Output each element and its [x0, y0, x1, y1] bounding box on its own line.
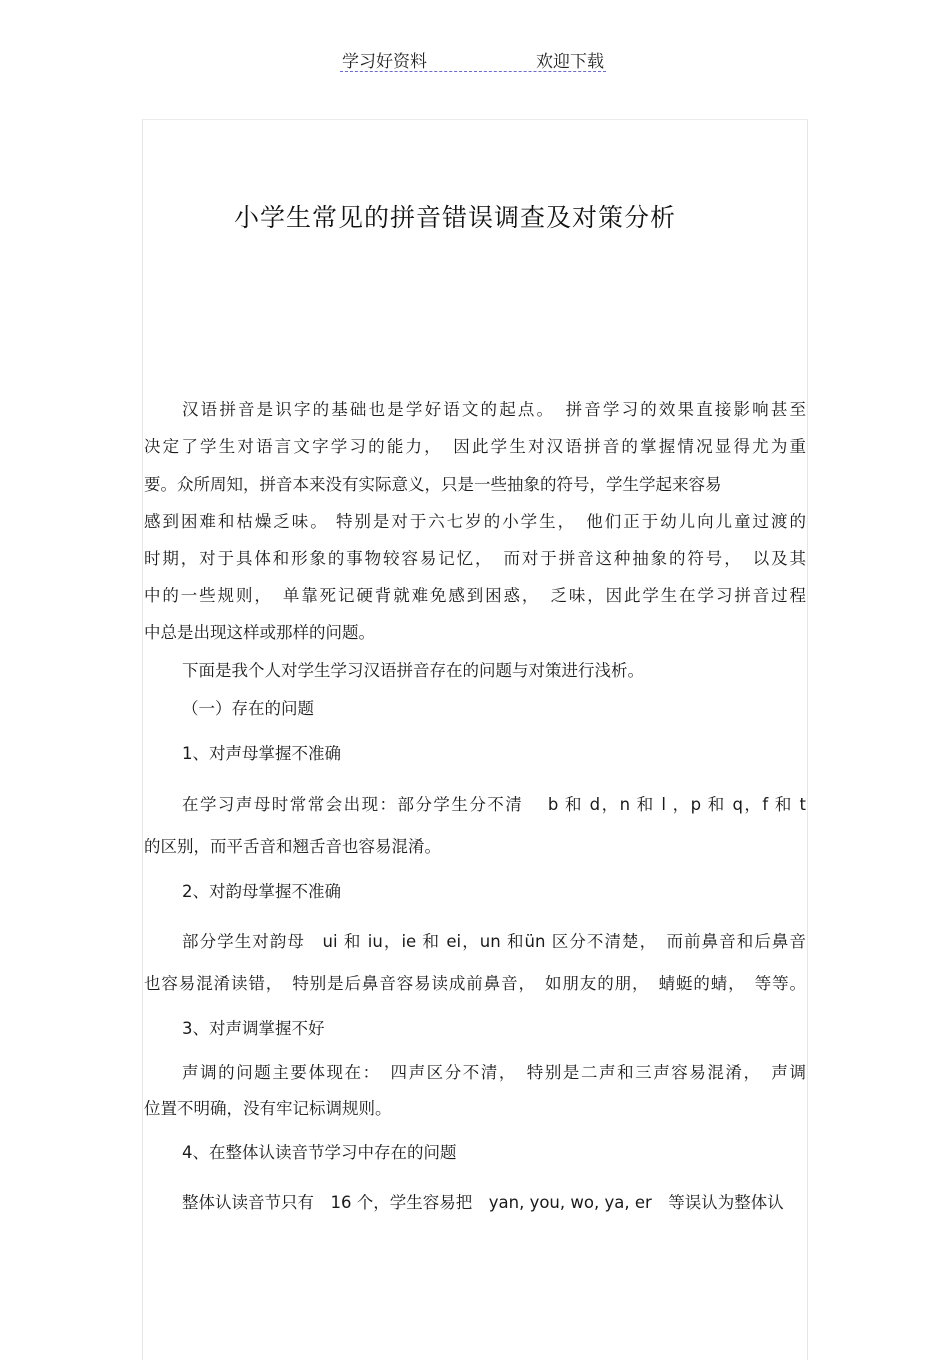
page-frame: [142, 119, 808, 1360]
paragraph-line: 位置不明确，没有牢记标调规则。: [144, 1099, 392, 1118]
paragraph-line: 中的一些规则， 单靠死记硬背就难免感到困惑， 乏味，因此学生在学习拼音过程: [144, 586, 806, 605]
header-right-text: 欢迎下载: [536, 52, 604, 72]
paragraph-line: 中总是出现这样或那样的问题。: [144, 623, 375, 642]
paragraph-line: 声调的问题主要体现在： 四声区分不清， 特别是二声和三声容易混淆， 声调: [182, 1063, 806, 1082]
paragraph-line: 决定了学生对语言文字学习的能力， 因此学生对汉语拼音的掌握情况显得尤为重: [144, 437, 806, 456]
paragraph-line: 时期，对于具体和形象的事物较容易记忆， 而对于拼音这种抽象的符号， 以及其: [144, 549, 806, 568]
paragraph-line: 要。众所周知，拼音本来没有实际意义，只是一些抽象的符号，学生学起来容易: [144, 475, 722, 494]
subsection-heading: 1、对声母掌握不准确: [182, 744, 341, 763]
header-left-text: 学习好资料: [342, 52, 427, 72]
paragraph-line: 下面是我个人对学生学习汉语拼音存在的问题与对策进行浅析。: [182, 661, 644, 680]
subsection-heading: 3、对声调掌握不好: [182, 1019, 325, 1038]
paragraph-line: 汉语拼音是识字的基础也是学好语文的起点。 拼音学习的效果直接影响甚至: [182, 400, 806, 419]
paragraph-line: 在学习声母时常常会出现：部分学生分不清 b 和 d，n 和 l ，p 和 q，f 和 t: [182, 795, 806, 814]
paragraph-line: 部分学生对韵母 ui 和 iu，ie 和 ei，un 和ün 区分不清楚， 而前鼻音和后鼻音: [182, 932, 806, 951]
section-heading: （一）存在的问题: [182, 699, 314, 718]
page-header: [340, 47, 606, 72]
paragraph-line: 整体认读音节只有 16 个，学生容易把 yan, you, wo, ya, er 等误认为整体认: [182, 1193, 784, 1212]
subsection-heading: 4、在整体认读音节学习中存在的问题: [182, 1143, 457, 1162]
paragraph-line: 的区别，而平舌音和翘舌音也容易混淆。: [144, 837, 441, 856]
paragraph-line: 感到困难和枯燥乏味。 特别是对于六七岁的小学生， 他们正于幼儿向儿童过渡的: [144, 512, 806, 531]
document-title: 小学生常见的拼音错误调查及对策分析: [233, 203, 676, 232]
subsection-heading: 2、对韵母掌握不准确: [182, 882, 341, 901]
paragraph-line: 也容易混淆读错， 特别是后鼻音容易读成前鼻音， 如朋友的朋， 蜻蜓的蜻， 等等。: [144, 974, 806, 993]
